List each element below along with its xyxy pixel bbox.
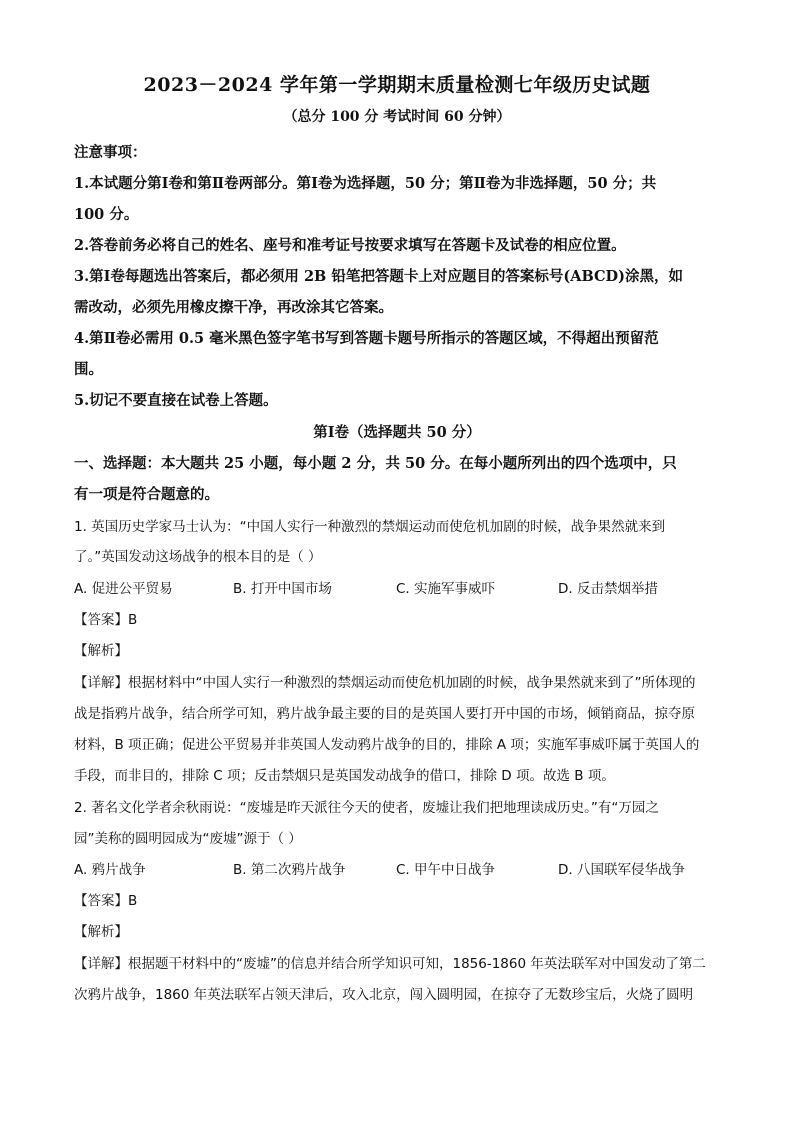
- question-1-detail: 材料，B 项正确；促进公平贸易并非英国人发动鸦片战争的目的，排除 A 项；实施军事威吓属于英国人的: [74, 737, 700, 753]
- section-instruction: 一、选择题：本大题共 25 小题，每小题 2 分，共 50 分。在每小题所列出的四个选项中，只: [74, 455, 677, 472]
- notice-line: 4.第Ⅱ卷必需用 0.5 毫米黑色签字笔书写到答题卡题号所指示的答题区域，不得超出预留范: [74, 330, 659, 347]
- notice-line: 100 分。: [74, 206, 139, 223]
- question-1-detail: 手段，而非目的，排除 C 项；反击禁烟只是英国发动战争的借口，排除 D 项。故选 B 项。: [74, 768, 615, 784]
- question-1-option-b: B. 打开中国市场: [233, 581, 332, 597]
- exam-title: 2023－2024 学年第一学期期末质量检测七年级历史试题: [143, 74, 651, 96]
- question-1-option-a: A. 促进公平贸易: [74, 581, 173, 597]
- question-2-detail: 【详解】根据题干材料中的“废墟”的信息并结合所学知识可知，1856-1860 年英法联军对中国发动了第二: [74, 956, 706, 972]
- notice-line: 围。: [74, 361, 103, 378]
- notice-line: 5.切记不要直接在试卷上答题。: [74, 392, 278, 409]
- notice-line: 2.答卷前务必将自己的姓名、座号和准考证号按要求填写在答题卡及试卷的相应位置。: [74, 237, 626, 254]
- question-2-option-a: A. 鸦片战争: [74, 862, 146, 878]
- question-2-analysis: 【解析】: [74, 924, 128, 940]
- question-1-detail: 【详解】根据材料中“中国人实行一种激烈的禁烟运动而使危机加剧的时候，战争果然就来到了”所体现的: [74, 675, 696, 691]
- question-2-option-c: C. 甲午中日战争: [396, 862, 496, 878]
- question-1-answer: 【答案】B: [74, 612, 138, 628]
- question-1-analysis: 【解析】: [74, 643, 128, 659]
- section-title: 第Ⅰ卷（选择题共 50 分）: [313, 424, 481, 441]
- notice-heading: 注意事项：: [74, 144, 147, 161]
- question-1-option-c: C. 实施军事威吓: [396, 581, 496, 597]
- notice-line: 1.本试题分第Ⅰ卷和第Ⅱ卷两部分。第Ⅰ卷为选择题，50 分；第Ⅱ卷为非选择题，50 分；共: [74, 175, 657, 192]
- question-2-option-d: D. 八国联军侵华战争: [558, 862, 685, 878]
- question-1-stem: 1. 英国历史学家马士认为：“中国人实行一种激烈的禁烟运动而使危机加剧的时候，战争果然就来到: [74, 519, 666, 535]
- question-2-detail: 次鸦片战争，1860 年英法联军占领天津后，攻入北京，闯入圆明园，在掠夺了无数珍宝后，火烧了圆明: [74, 987, 694, 1003]
- question-1-detail: 战是指鸦片战争，结合所学可知，鸦片战争最主要的目的是英国人要打开中国的市场，倾销商品，掠夺原: [74, 706, 695, 722]
- question-2-stem: 2. 著名文化学者余秋雨说：“废墟是昨天派往今天的使者，废墟让我们把地理读成历史。”有“万园之: [74, 800, 659, 816]
- exam-subtitle: （总分 100 分 考试时间 60 分钟）: [283, 109, 511, 125]
- question-2-answer: 【答案】B: [74, 893, 138, 909]
- section-instruction: 有一项是符合题意的。: [74, 486, 219, 503]
- question-2-stem: 园”美称的圆明园成为“废墟”源于（ ）: [74, 831, 302, 847]
- question-1-stem: 了。”英国发动这场战争的根本目的是（ ）: [74, 549, 322, 565]
- question-1-option-d: D. 反击禁烟举措: [558, 581, 658, 597]
- notice-line: 需改动，必须先用橡皮擦干净，再改涂其它答案。: [74, 299, 393, 316]
- notice-line: 3.第Ⅰ卷每题选出答案后，都必须用 2B 铅笔把答题卡上对应题目的答案标号(ABCD)涂黑，如: [74, 268, 683, 285]
- question-2-option-b: B. 第二次鸦片战争: [233, 862, 346, 878]
